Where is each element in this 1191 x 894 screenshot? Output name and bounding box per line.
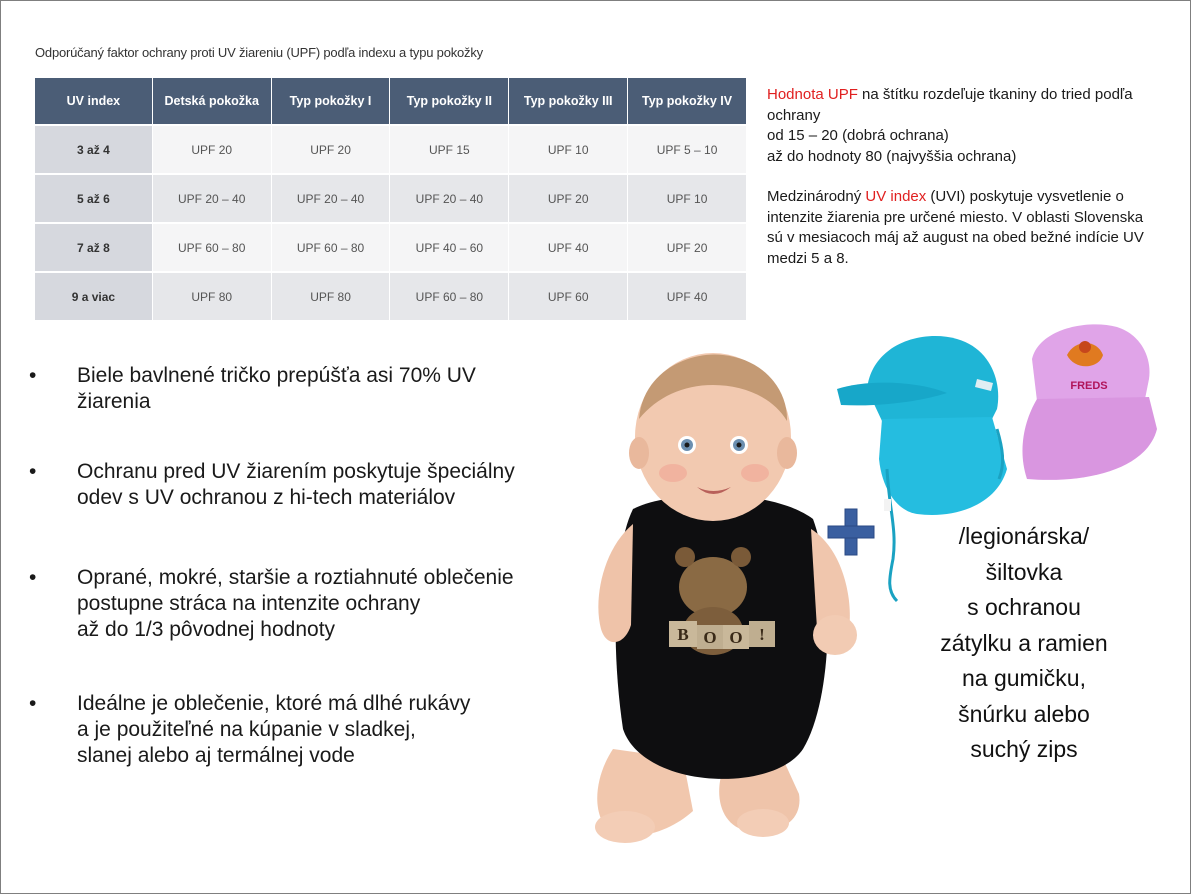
table-row (35, 124, 746, 173)
row-uv-index: 9 a viac (35, 271, 153, 320)
table-cell: UPF 60 – 80 (390, 271, 509, 320)
plus-icon (825, 506, 877, 558)
list-item (29, 363, 629, 459)
upf-highlight: Hodnota UPF (767, 86, 858, 103)
bullet-marker: • (29, 566, 37, 589)
header-skin-type-2: Typ pokožky II (390, 78, 509, 124)
table-title: Odporúčaný faktor ochrany proti UV žiareniu (UPF) podľa indexu a typu pokožky (35, 45, 483, 60)
block-letter: ! (759, 625, 765, 644)
table-row (35, 271, 746, 320)
row-uv-index: 5 až 6 (35, 173, 153, 222)
upf-text: na štítku rozdeľuje tkaniny do tried podľa ochrany (767, 86, 1133, 124)
uvi-highlight: UV index (865, 188, 927, 205)
header-uv-index: UV index (35, 78, 153, 124)
table-cell: UPF 20 – 40 (272, 173, 391, 222)
upf-range-best: až do hodnoty 80 (najvyššia ochrana) (767, 147, 1017, 165)
uvi-paragraph (767, 187, 1157, 269)
table-cell: UPF 10 (509, 124, 628, 173)
row-uv-index: 7 až 8 (35, 222, 153, 271)
uvi-text-start: Medzinárodný (767, 188, 866, 205)
table-row (35, 173, 746, 222)
table-cell: UPF 20 – 40 (390, 173, 509, 222)
row-uv-index: 3 až 4 (35, 124, 153, 173)
bullet-list (29, 363, 629, 769)
bullet-marker: • (29, 364, 37, 387)
table-cell: UPF 20 (272, 124, 391, 173)
upf-paragraph (767, 85, 1157, 167)
bullet-text: Ideálne je oblečenie, ktoré má dlhé rukávy a je použiteľné na kúpanie v sladkej, slanej alebo aj termálnej vode (77, 692, 471, 767)
table-cell: UPF 5 – 10 (628, 124, 746, 173)
table-cell: UPF 60 (509, 271, 628, 320)
table-cell: UPF 20 (628, 222, 746, 271)
bullet-text: Biele bavlnené tričko prepúšťa asi 70% UV žiarenia (77, 364, 476, 413)
hat-caption: /legionárska/ šiltovka s ochranou zátylku a ramien na gumičku, šnúrku alebo suchý zips (940, 523, 1108, 762)
table-cell: UPF 20 – 40 (153, 173, 272, 222)
table-row (35, 222, 746, 271)
table-header-row (35, 78, 746, 124)
uvi-text: (UVI) poskytuje vysvetlenie o intenzite žiarenia pre určené miesto. V oblasti Slovenska sú v mesiacoch máj až august na obed bežné indície UV medzi 5 a 8. (767, 188, 1144, 267)
upf-table (35, 78, 746, 320)
bullet-text: Ochranu pred UV žiarením poskytuje špeciálny odev s UV ochranou z hi-tech materiálov (77, 460, 515, 509)
info-text (767, 85, 1157, 289)
table-cell: UPF 80 (153, 271, 272, 320)
header-skin-type-4: Typ pokožky IV (628, 78, 746, 124)
upf-range-good: od 15 – 20 (dobrá ochrana) (767, 127, 949, 144)
block-letter: O (703, 628, 717, 647)
bullet-marker: • (29, 692, 37, 715)
list-item (29, 459, 629, 565)
list-item (29, 565, 629, 691)
table-cell: UPF 10 (628, 173, 746, 222)
header-child-skin: Detská pokožka (153, 78, 272, 124)
table-cell: UPF 80 (272, 271, 391, 320)
bullet-text: Oprané, mokré, staršie a roztiahnuté oblečenie postupne stráca na intenzite ochrany až do 1/3 pôvodnej hodnoty (77, 566, 514, 641)
block-letter: O (729, 628, 743, 647)
table-cell: UPF 40 (509, 222, 628, 271)
table-cell: UPF 60 – 80 (272, 222, 391, 271)
table-cell: UPF 60 – 80 (153, 222, 272, 271)
header-skin-type-3: Typ pokožky III (509, 78, 628, 124)
table-cell: UPF 20 (509, 173, 628, 222)
list-item (29, 691, 629, 769)
table-cell: UPF 15 (390, 124, 509, 173)
bullet-marker: • (29, 460, 37, 483)
block-letter: B (677, 625, 689, 644)
table-cell: UPF 20 (153, 124, 272, 173)
header-skin-type-1: Typ pokožky I (272, 78, 391, 124)
table-cell: UPF 40 (628, 271, 746, 320)
hat-print-text: FREDS (1070, 380, 1108, 392)
table-cell: UPF 40 – 60 (390, 222, 509, 271)
